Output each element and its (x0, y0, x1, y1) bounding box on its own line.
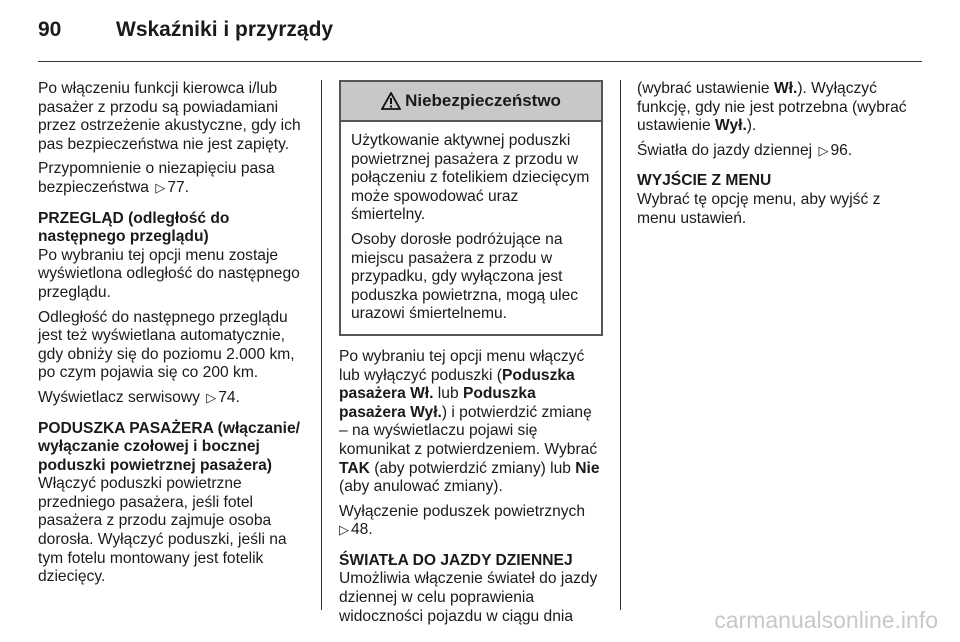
warning-paragraph: Osoby dorosłe podróżujące na miejscu pasażera z przodu w przypadku, gdy wyłączona jest poduszka powietrzna, mogą ulec urazowi śmiertelnemu. (351, 230, 579, 323)
text-run: Po wybraniu tej opcji menu włączyć lub wyłączyć poduszki ( (339, 347, 585, 384)
warning-box (339, 80, 603, 336)
paragraph: Umożliwia włączenie świateł do jazdy dziennej w celu poprawienia widoczności pojazdu w ciągu dnia (339, 570, 598, 625)
paragraph: Włączyć poduszki powietrzne przedniego pasażera, jeśli fotel pasażera z przodu zajmuje osoba dorosła. Wyłączyć poduszki, jeśli na tym fotelu montowany jest fotelik dziecięcy. (38, 475, 287, 586)
option-label: TAK (339, 459, 370, 477)
option-label: Poduszka pasażera Wł. (339, 366, 575, 403)
option-label: Nie (575, 459, 600, 477)
watermark: carmanualsonline.info (714, 607, 938, 633)
paragraph: Po włączeniu funkcji kierowca i/lub pasażer z przodu są powiadamiani przez ostrzeżenie akustyczne, gdy ich pas bezpieczeństwa nie jest zapięty. (38, 80, 301, 153)
section-heading: WYJŚCIE Z MENU (637, 172, 772, 190)
paragraph: Po wybraniu tej opcji menu zostaje wyświetlona odległość do następnego przeglądu. (38, 246, 300, 301)
column-divider (620, 80, 621, 610)
reference-arrow-icon: ▷ (206, 389, 217, 405)
section-heading: ŚWIATŁA DO JAZDY DZIENNEJ (339, 551, 573, 569)
text-run: ) i potwierdzić zmianę – na wyświetlaczu pojawi się komunikat z potwierdzeniem. Wybrać (339, 403, 598, 458)
text-run: (wybrać ustawienie (637, 80, 774, 97)
option-label: Poduszka pasażera Wył. (339, 385, 536, 421)
reference-arrow-icon: ▷ (818, 142, 829, 158)
paragraph-text: Przypomnienie o niezapięciu pasa bezpieczeństwa (38, 160, 275, 196)
paragraph: Wybrać tę opcję menu, aby wyjść z menu ustawień. (637, 190, 881, 227)
page-reference[interactable]: 74. (218, 388, 240, 406)
reference-arrow-icon: ▷ (339, 522, 349, 538)
warning-body (341, 122, 601, 334)
section-heading: PODUSZKA PASAŻERA (włączanie/ wyłączanie czołowej i bocznej poduszki powietrznej pasażera) (38, 419, 300, 474)
page-reference[interactable]: 48. (351, 521, 373, 539)
warning-header (341, 82, 601, 122)
text-run: ). Wyłączyć funkcję, gdy nie jest potrzebna (wybrać ustawienie (637, 80, 907, 135)
column-2 (339, 80, 603, 632)
page-header (38, 18, 922, 54)
option-label: Wł. (773, 80, 798, 97)
paragraph: Odległość do następnego przeglądu jest też wyświetlana automatycznie, gdy obniży się do poziomu 2.000 km, po czym pojawia się co 200 km. (38, 308, 295, 382)
page-title: Wskaźniki i przyrządy (116, 18, 334, 41)
header-divider (38, 61, 922, 62)
text-run: (aby potwierdzić zmiany) lub (369, 459, 576, 477)
warning-title: Niebezpieczeństwo (405, 90, 561, 110)
section-heading: PRZEGLĄD (odległość do następnego przeglądu) (38, 209, 230, 246)
paragraph (38, 160, 310, 197)
warning-paragraph: Użytkowanie aktywnej poduszki powietrznej pasażera z przodu w połączeniu z fotelikiem dziecięcym może spowodować uraz śmiertelny. (351, 132, 590, 224)
paragraph-text: Światła do jazdy dziennej (637, 141, 813, 159)
page-reference[interactable]: 77. (167, 178, 189, 196)
paragraph (339, 503, 603, 540)
text-run: (aby anulować zmiany). (339, 478, 503, 496)
column-3 (637, 80, 922, 234)
page-number: 90 (38, 18, 62, 41)
paragraph (637, 142, 922, 161)
page-reference[interactable]: 96. (830, 141, 853, 159)
paragraph (38, 389, 310, 408)
paragraph-text: Wyłączenie poduszek powietrznych (339, 502, 586, 520)
option-label: Wył. (715, 117, 747, 135)
reference-arrow-icon: ▷ (155, 179, 166, 195)
warning-triangle-icon (381, 92, 401, 110)
paragraph (339, 348, 603, 497)
text-run: lub (433, 385, 463, 403)
text-run: ). (746, 117, 757, 135)
paragraph (637, 80, 922, 136)
column-1 (38, 80, 310, 593)
column-divider (321, 80, 322, 610)
paragraph-text: Wyświetlacz serwisowy (38, 388, 200, 406)
